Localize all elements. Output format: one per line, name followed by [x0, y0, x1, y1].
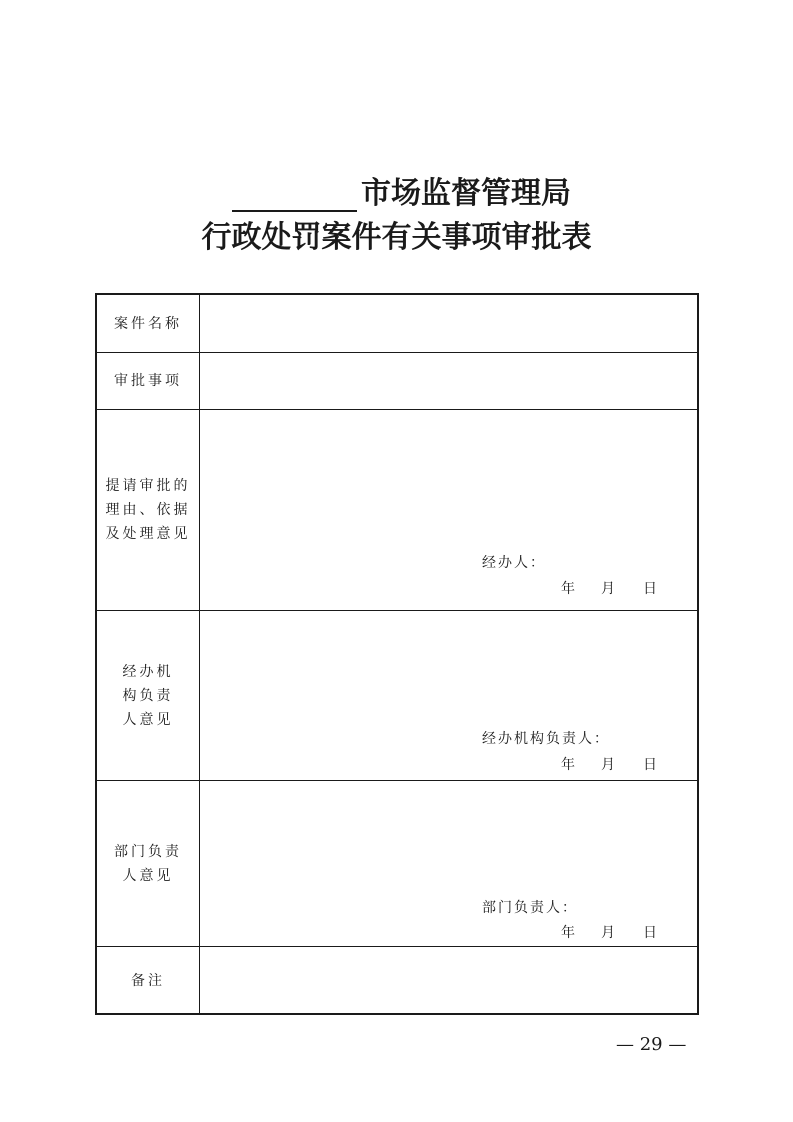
bureau-name-blank	[232, 178, 357, 212]
date-day: 日	[643, 925, 657, 941]
dept-label-line: 部门负责	[114, 843, 182, 860]
row-remarks	[97, 947, 697, 1015]
title-line-1-text: 市场监督管理局	[361, 176, 571, 211]
date-year: 年	[561, 581, 575, 597]
dept-opinion-label	[97, 781, 200, 946]
reason-label	[97, 410, 200, 610]
agency-label-line: 构负责	[122, 687, 174, 704]
date-day: 日	[643, 581, 657, 597]
agency-label-line: 经办机	[122, 663, 174, 680]
agency-signer-label: 经办机构负责人：	[482, 731, 610, 747]
page-number: — 29 —	[616, 1034, 687, 1055]
agency-opinion-label	[97, 611, 200, 780]
date-month: 月	[601, 757, 615, 773]
date-month: 月	[601, 581, 615, 597]
case-name-field[interactable]	[200, 295, 697, 352]
date-day: 日	[643, 757, 657, 773]
dept-date	[561, 922, 657, 942]
dept-signer-label: 部门负责人：	[482, 900, 578, 916]
date-month: 月	[601, 925, 615, 941]
agency-date	[561, 754, 657, 774]
reason-label-line: 提请审批的	[105, 478, 191, 494]
row-case-name	[97, 295, 697, 353]
date-year: 年	[561, 925, 575, 941]
agency-label-line: 人意见	[122, 711, 174, 728]
approval-item-label: 审批事项	[97, 353, 200, 409]
remarks-field[interactable]	[200, 947, 697, 1015]
case-name-label: 案件名称	[97, 295, 200, 352]
date-year: 年	[561, 757, 575, 773]
reason-label-line: 及处理意见	[105, 526, 191, 542]
reason-label-line: 理由、依据	[105, 502, 191, 518]
remarks-label: 备注	[97, 947, 200, 1015]
dept-label-line: 人意见	[122, 867, 174, 884]
row-approval-item	[97, 353, 697, 410]
handler-label: 经办人：	[482, 555, 546, 571]
title-line-2: 行政处罚案件有关事项审批表	[201, 220, 592, 255]
handler-date	[561, 578, 657, 598]
title-line-1	[232, 168, 571, 212]
approval-item-field[interactable]	[200, 353, 697, 409]
approval-form-table	[95, 293, 699, 1015]
